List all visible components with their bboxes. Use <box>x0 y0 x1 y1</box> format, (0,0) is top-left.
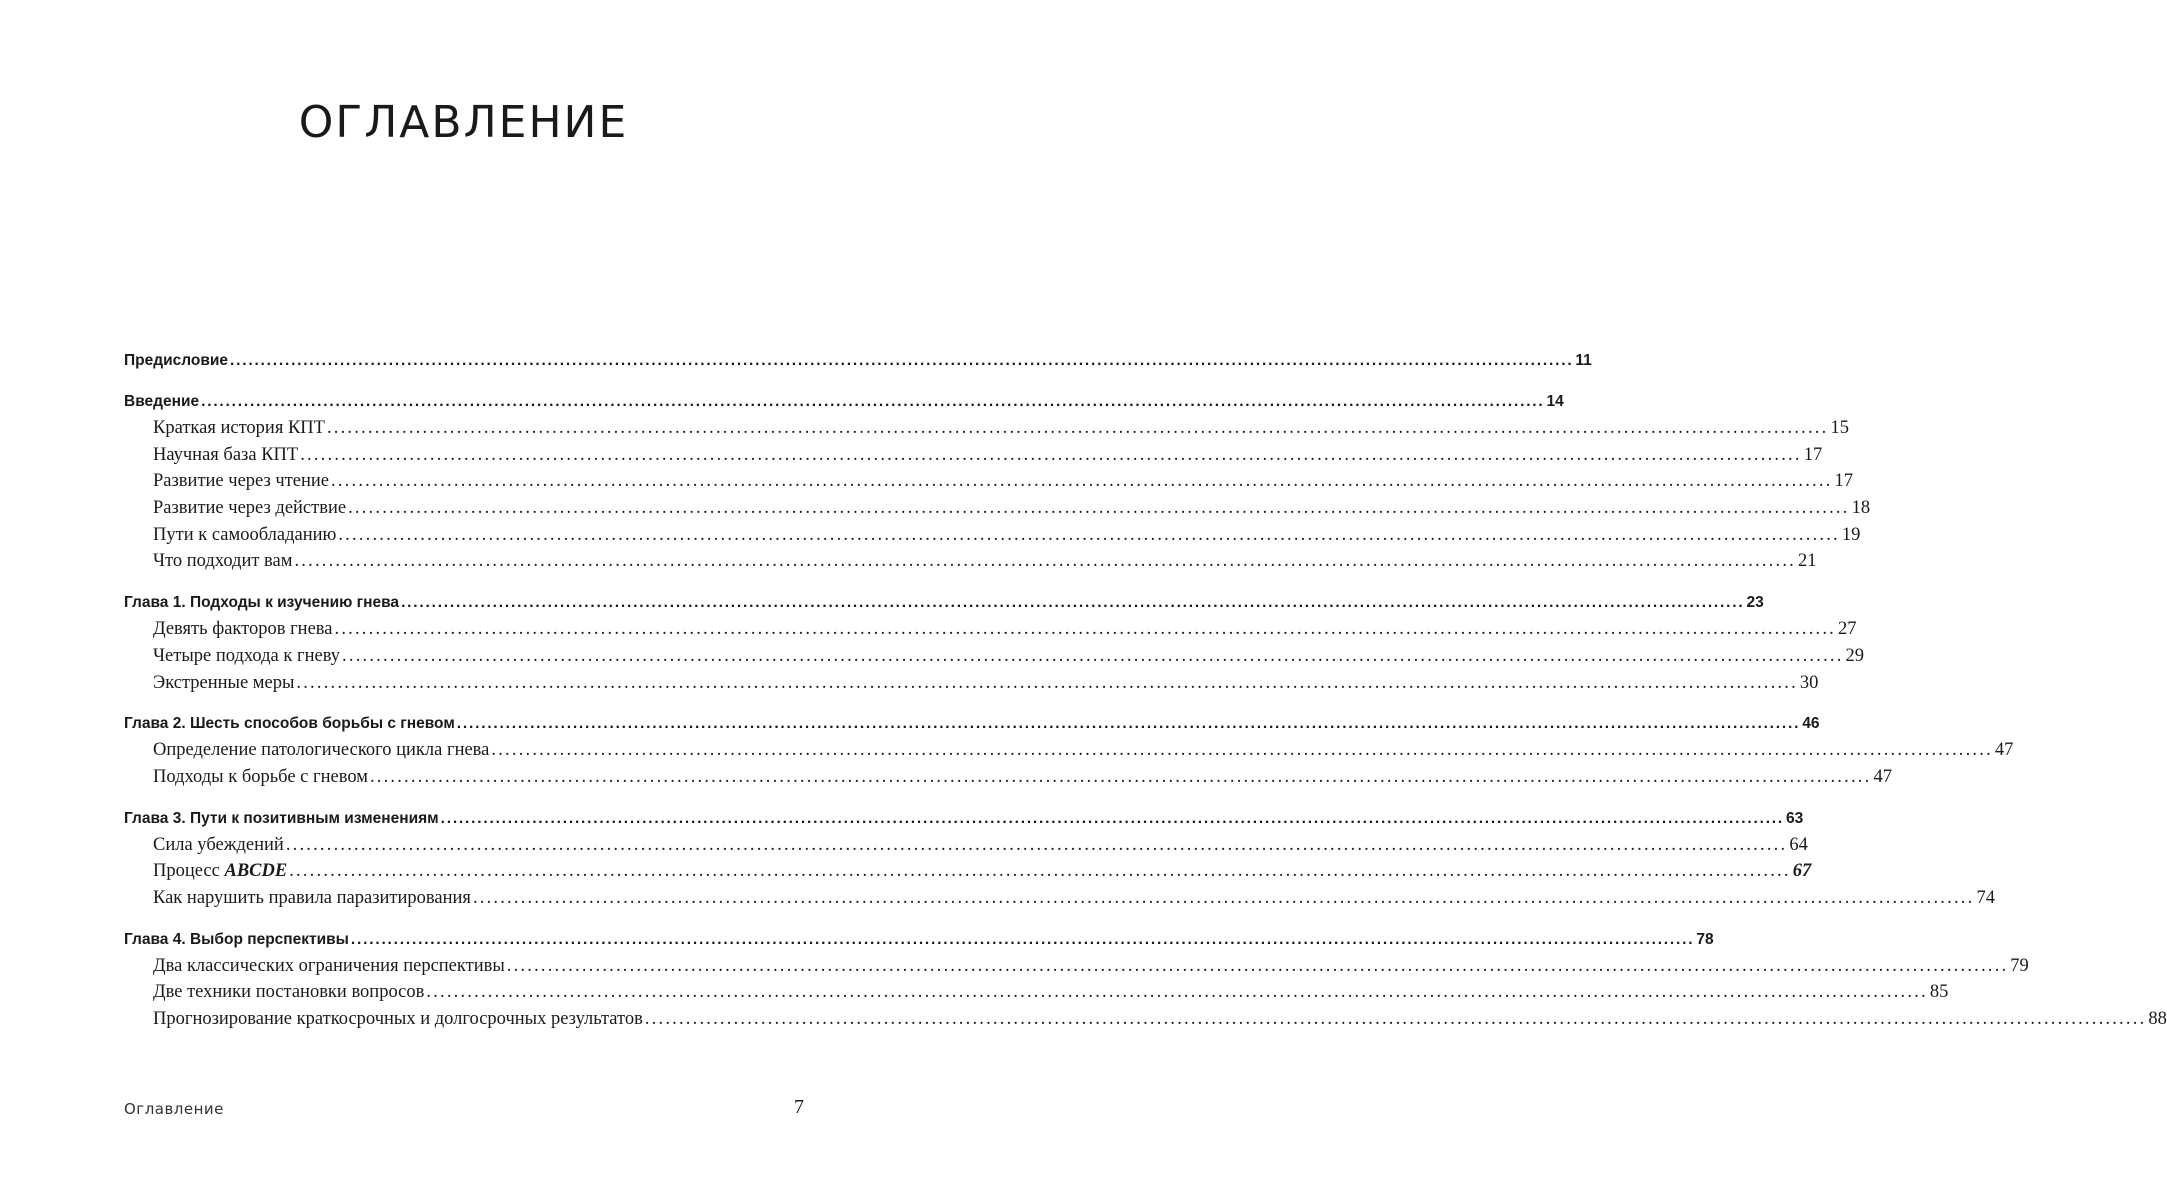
toc-page-number: 78 <box>1696 930 1714 948</box>
dot-leader: ............................................................................................................................................................................................................................ <box>294 551 1796 572</box>
toc-section-entry[interactable] <box>124 522 1861 549</box>
toc-page-number: 47 <box>1994 740 2014 761</box>
toc-entry-label: Девять факторов гнева <box>153 619 333 640</box>
toc-entry-label: Подходы к борьбе с гневом <box>153 766 368 787</box>
toc-entry-label: Развитие через чтение <box>153 471 330 492</box>
toc-entry-label: Научная база КПТ <box>153 444 299 465</box>
toc-page-number: 17 <box>1803 444 1823 465</box>
toc-section-entry[interactable] <box>124 616 1857 643</box>
dot-leader: ............................................................................................................................................................................................................................ <box>230 352 1574 369</box>
toc-page-number: 30 <box>1799 672 1819 693</box>
running-footer-label: Оглавление <box>124 1100 224 1118</box>
toc-entry-label: Как нарушить правила паразитирования <box>153 887 471 908</box>
toc-chapter-entry[interactable] <box>124 348 1592 374</box>
toc-page-number: 11 <box>1575 352 1592 369</box>
toc-page-number: 15 <box>1830 418 1849 438</box>
toc-entry-label: Глава 1. Подходы к изучению гнева <box>124 594 400 612</box>
toc-section-entry[interactable] <box>124 885 1995 912</box>
dot-leader: ............................................................................................................................................................................................................................ <box>506 955 2009 976</box>
toc-chapter-entry[interactable] <box>124 806 1804 832</box>
toc-page-number: 67 <box>1792 861 1812 882</box>
toc-section-entry[interactable] <box>124 832 1808 859</box>
toc-page-number: 23 <box>1746 594 1764 612</box>
dot-leader: ............................................................................................................................................................................................................................ <box>472 887 1975 908</box>
toc-entry-label: Введение <box>124 393 200 410</box>
toc-chapter-entry[interactable] <box>124 389 1564 415</box>
dot-leader: ............................................................................................................................................................................................................................ <box>326 418 1829 438</box>
toc-entry-label: Сила убеждений <box>153 834 284 855</box>
toc-page-number: 63 <box>1786 809 1804 827</box>
table-of-contents <box>124 348 2167 1033</box>
dot-leader: ............................................................................................................................................................................................................................ <box>289 861 1791 882</box>
toc-page-number: 88 <box>2148 1009 2167 1029</box>
toc-page-number: 85 <box>1929 982 1949 1003</box>
toc-page-number: 19 <box>1841 524 1861 545</box>
dot-leader: ............................................................................................................................................................................................................................ <box>440 809 1785 827</box>
toc-section-entry[interactable] <box>124 468 1854 495</box>
toc-page-number: 74 <box>1976 887 1995 908</box>
toc-entry-label: Два классических ограничения перспективы <box>153 955 505 976</box>
toc-page-number: 21 <box>1797 551 1817 572</box>
toc-page-number: 27 <box>1838 619 1857 640</box>
toc-entry-label: Краткая история КПТ <box>153 418 325 438</box>
dot-leader: ............................................................................................................................................................................................................................ <box>300 444 1802 465</box>
toc-entry-label: Глава 2. Шесть способов борьбы с гневом <box>124 715 455 733</box>
dot-leader: ............................................................................................................................................................................................................................ <box>491 740 1993 761</box>
page-number: 7 <box>794 1096 804 1118</box>
toc-entry-label: Что подходит вам <box>153 551 293 572</box>
toc-page-number: 46 <box>1802 715 1820 733</box>
toc-page-number: 64 <box>1789 834 1808 855</box>
dot-leader: ............................................................................................................................................................................................................................ <box>350 930 1695 948</box>
toc-section-entry[interactable] <box>124 764 1892 791</box>
toc-entry-label: Две техники постановки вопросов <box>153 982 425 1003</box>
toc-page-number: 14 <box>1546 393 1564 410</box>
toc-page-number: 29 <box>1845 645 1865 666</box>
toc-entry-label: Глава 4. Выбор перспективы <box>124 930 349 948</box>
toc-entry-label: Глава 3. Пути к позитивным изменениям <box>124 809 439 827</box>
toc-page-number: 47 <box>1873 766 1892 787</box>
toc-section-entry[interactable] <box>124 858 1812 885</box>
toc-section-entry[interactable] <box>124 1006 2167 1033</box>
toc-chapter-entry[interactable] <box>124 927 1714 953</box>
dot-leader: ............................................................................................................................................................................................................................ <box>338 524 1840 545</box>
toc-page-number: 18 <box>1851 498 1871 519</box>
toc-chapter-entry[interactable] <box>124 590 1764 616</box>
toc-chapter-entry[interactable] <box>124 711 1820 737</box>
page-title: ОГЛАВЛЕНИЕ <box>298 97 629 148</box>
toc-section-entry[interactable] <box>124 737 2014 764</box>
toc-section-entry[interactable] <box>124 442 1823 469</box>
toc-page-number: 79 <box>2010 955 2029 976</box>
toc-section-entry[interactable] <box>124 670 1819 697</box>
toc-section-entry[interactable] <box>124 495 1871 522</box>
toc-entry-label: Прогнозирование краткосрочных и долгосрочных результатов <box>153 1009 643 1029</box>
dot-leader: ............................................................................................................................................................................................................................ <box>348 498 1850 519</box>
dot-leader: ............................................................................................................................................................................................................................ <box>285 834 1788 855</box>
toc-section-entry[interactable] <box>124 979 1949 1006</box>
dot-leader: ............................................................................................................................................................................................................................ <box>296 672 1798 693</box>
toc-entry-label: Определение патологического цикла гнева <box>153 740 490 761</box>
toc-entry-label: Предисловие <box>124 352 229 369</box>
dot-leader: ............................................................................................................................................................................................................................ <box>201 393 1545 410</box>
toc-entry-label-emphasis: ABCDE <box>224 861 288 882</box>
toc-page-number: 17 <box>1834 471 1854 492</box>
dot-leader: ............................................................................................................................................................................................................................ <box>401 594 1745 612</box>
dot-leader: ............................................................................................................................................................................................................................ <box>334 619 1836 640</box>
dot-leader: ............................................................................................................................................................................................................................ <box>456 715 1801 733</box>
toc-entry-label: Развитие через действие <box>153 498 347 519</box>
toc-entry-label: Экстренные меры <box>153 672 295 693</box>
dot-leader: ............................................................................................................................................................................................................................ <box>644 1009 2147 1029</box>
toc-entry-label: Четыре подхода к гневу <box>153 645 341 666</box>
dot-leader: ............................................................................................................................................................................................................................ <box>331 471 1833 492</box>
toc-entry-label: Процесс ABCDE <box>153 861 288 882</box>
dot-leader: ............................................................................................................................................................................................................................ <box>426 982 1928 1003</box>
dot-leader: ............................................................................................................................................................................................................................ <box>369 766 1872 787</box>
toc-section-entry[interactable] <box>124 643 1865 670</box>
dot-leader: ............................................................................................................................................................................................................................ <box>342 645 1844 666</box>
toc-entry-label: Пути к самообладанию <box>153 524 337 545</box>
toc-section-entry[interactable] <box>124 548 1817 575</box>
toc-section-entry[interactable] <box>124 415 1849 442</box>
toc-section-entry[interactable] <box>124 953 2029 980</box>
